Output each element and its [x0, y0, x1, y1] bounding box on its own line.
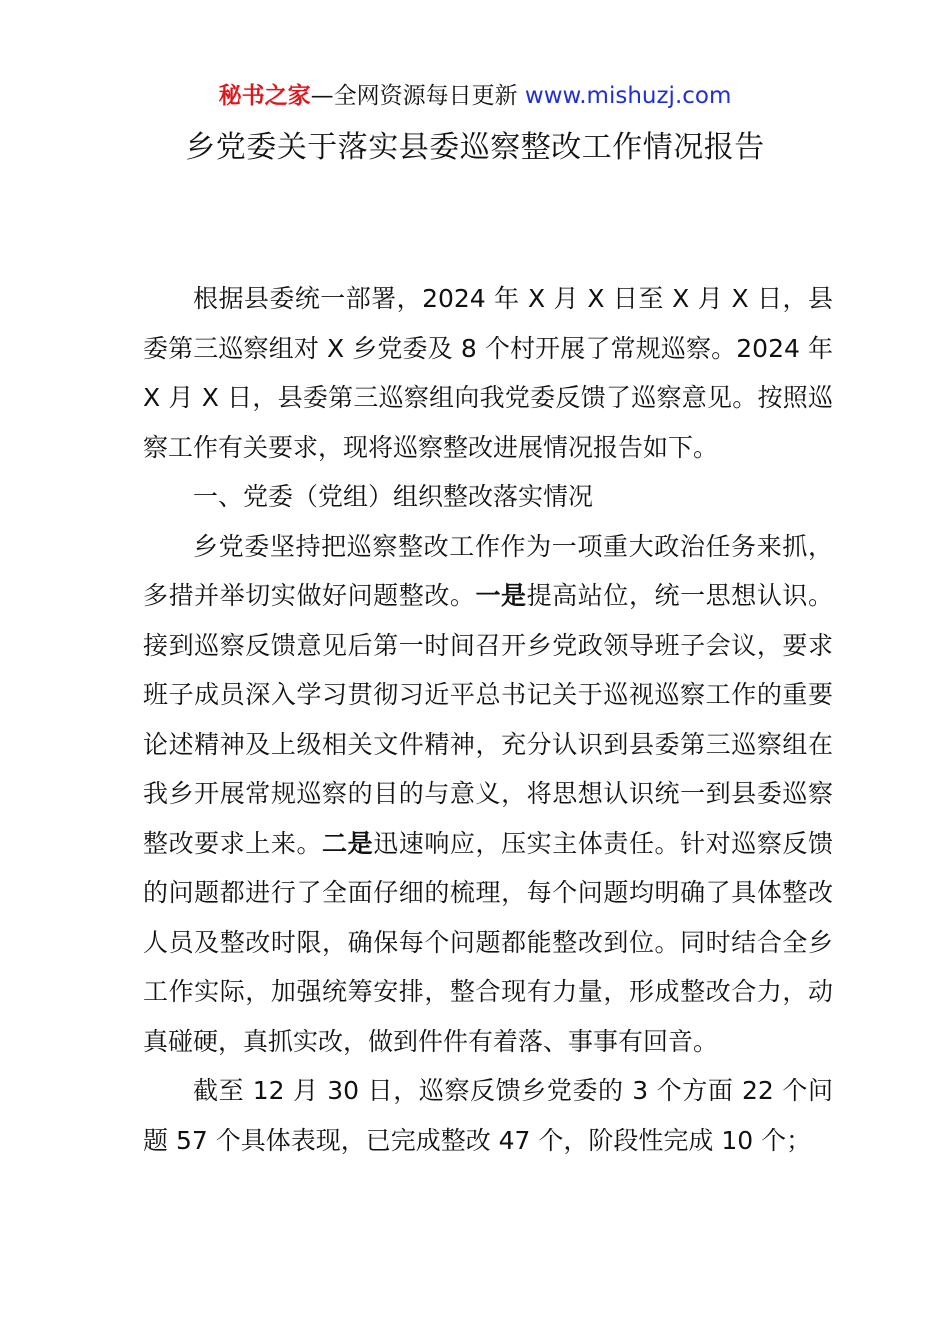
progress-paragraph: 截至 12 月 30 日，巡察反馈乡党委的 3 个方面 22 个问题 57 个具体表现，已完成整改 47 个，阶段性完成 10 个； [143, 1076, 833, 1155]
measures-intro-text: 乡党委坚持把巡察整改工作作为一项重大政治任务来抓，多措并举切实做好问题整改。 [143, 531, 833, 610]
site-tagline: —全网资源每日更新 [310, 83, 525, 109]
document-body [143, 274, 833, 1165]
point-one-text: 提高站位，统一思想认识。接到巡察反馈意见后第一时间召开乡党政领导班子会议，要求班子成员深入学习贯彻习近平总书记关于巡视巡察工作的重要论述精神及上级相关文件精神，充分认识到县委第三巡察组在我乡开展常规巡察的目的与意义，将思想认识统一到县委巡察整改要求上来。 [143, 581, 833, 858]
site-url-link[interactable]: www.mishuzj.com [524, 83, 732, 109]
point-two-text: 迅速响应，压实主体责任。针对巡察反馈的问题都进行了全面仔细的梳理，每个问题均明确了具体整改人员及整改时限，确保每个问题都能整改到位。同时结合全乡工作实际，加强统筹安排，整合现有力量，形成整改合力，动真碰硬，真抓实改，做到件件有着落、事事有回音。 [143, 828, 833, 1056]
point-one-marker: 一是 [475, 581, 527, 610]
section-heading: 一、党委（党组）组织整改落实情况 [193, 482, 594, 511]
point-two-marker: 二是 [322, 828, 374, 858]
measures-paragraph [143, 522, 833, 1067]
site-header [0, 80, 950, 112]
brand-name: 秘书之家 [218, 83, 311, 109]
intro-paragraph: 根据县委统一部署，2024 年 X 月 X 日至 X 月 X 日，县委第三巡察组对 X 乡党委及 8 个村开展了常规巡察。2024 年 X 月 X 日，县委第三巡察组向我党委反馈了巡察意见。按照巡察工作有关要求，现将巡察整改进展情况报告如下。 [143, 284, 833, 462]
document-title: 乡党委关于落实县委巡察整改工作情况报告 [185, 130, 765, 165]
